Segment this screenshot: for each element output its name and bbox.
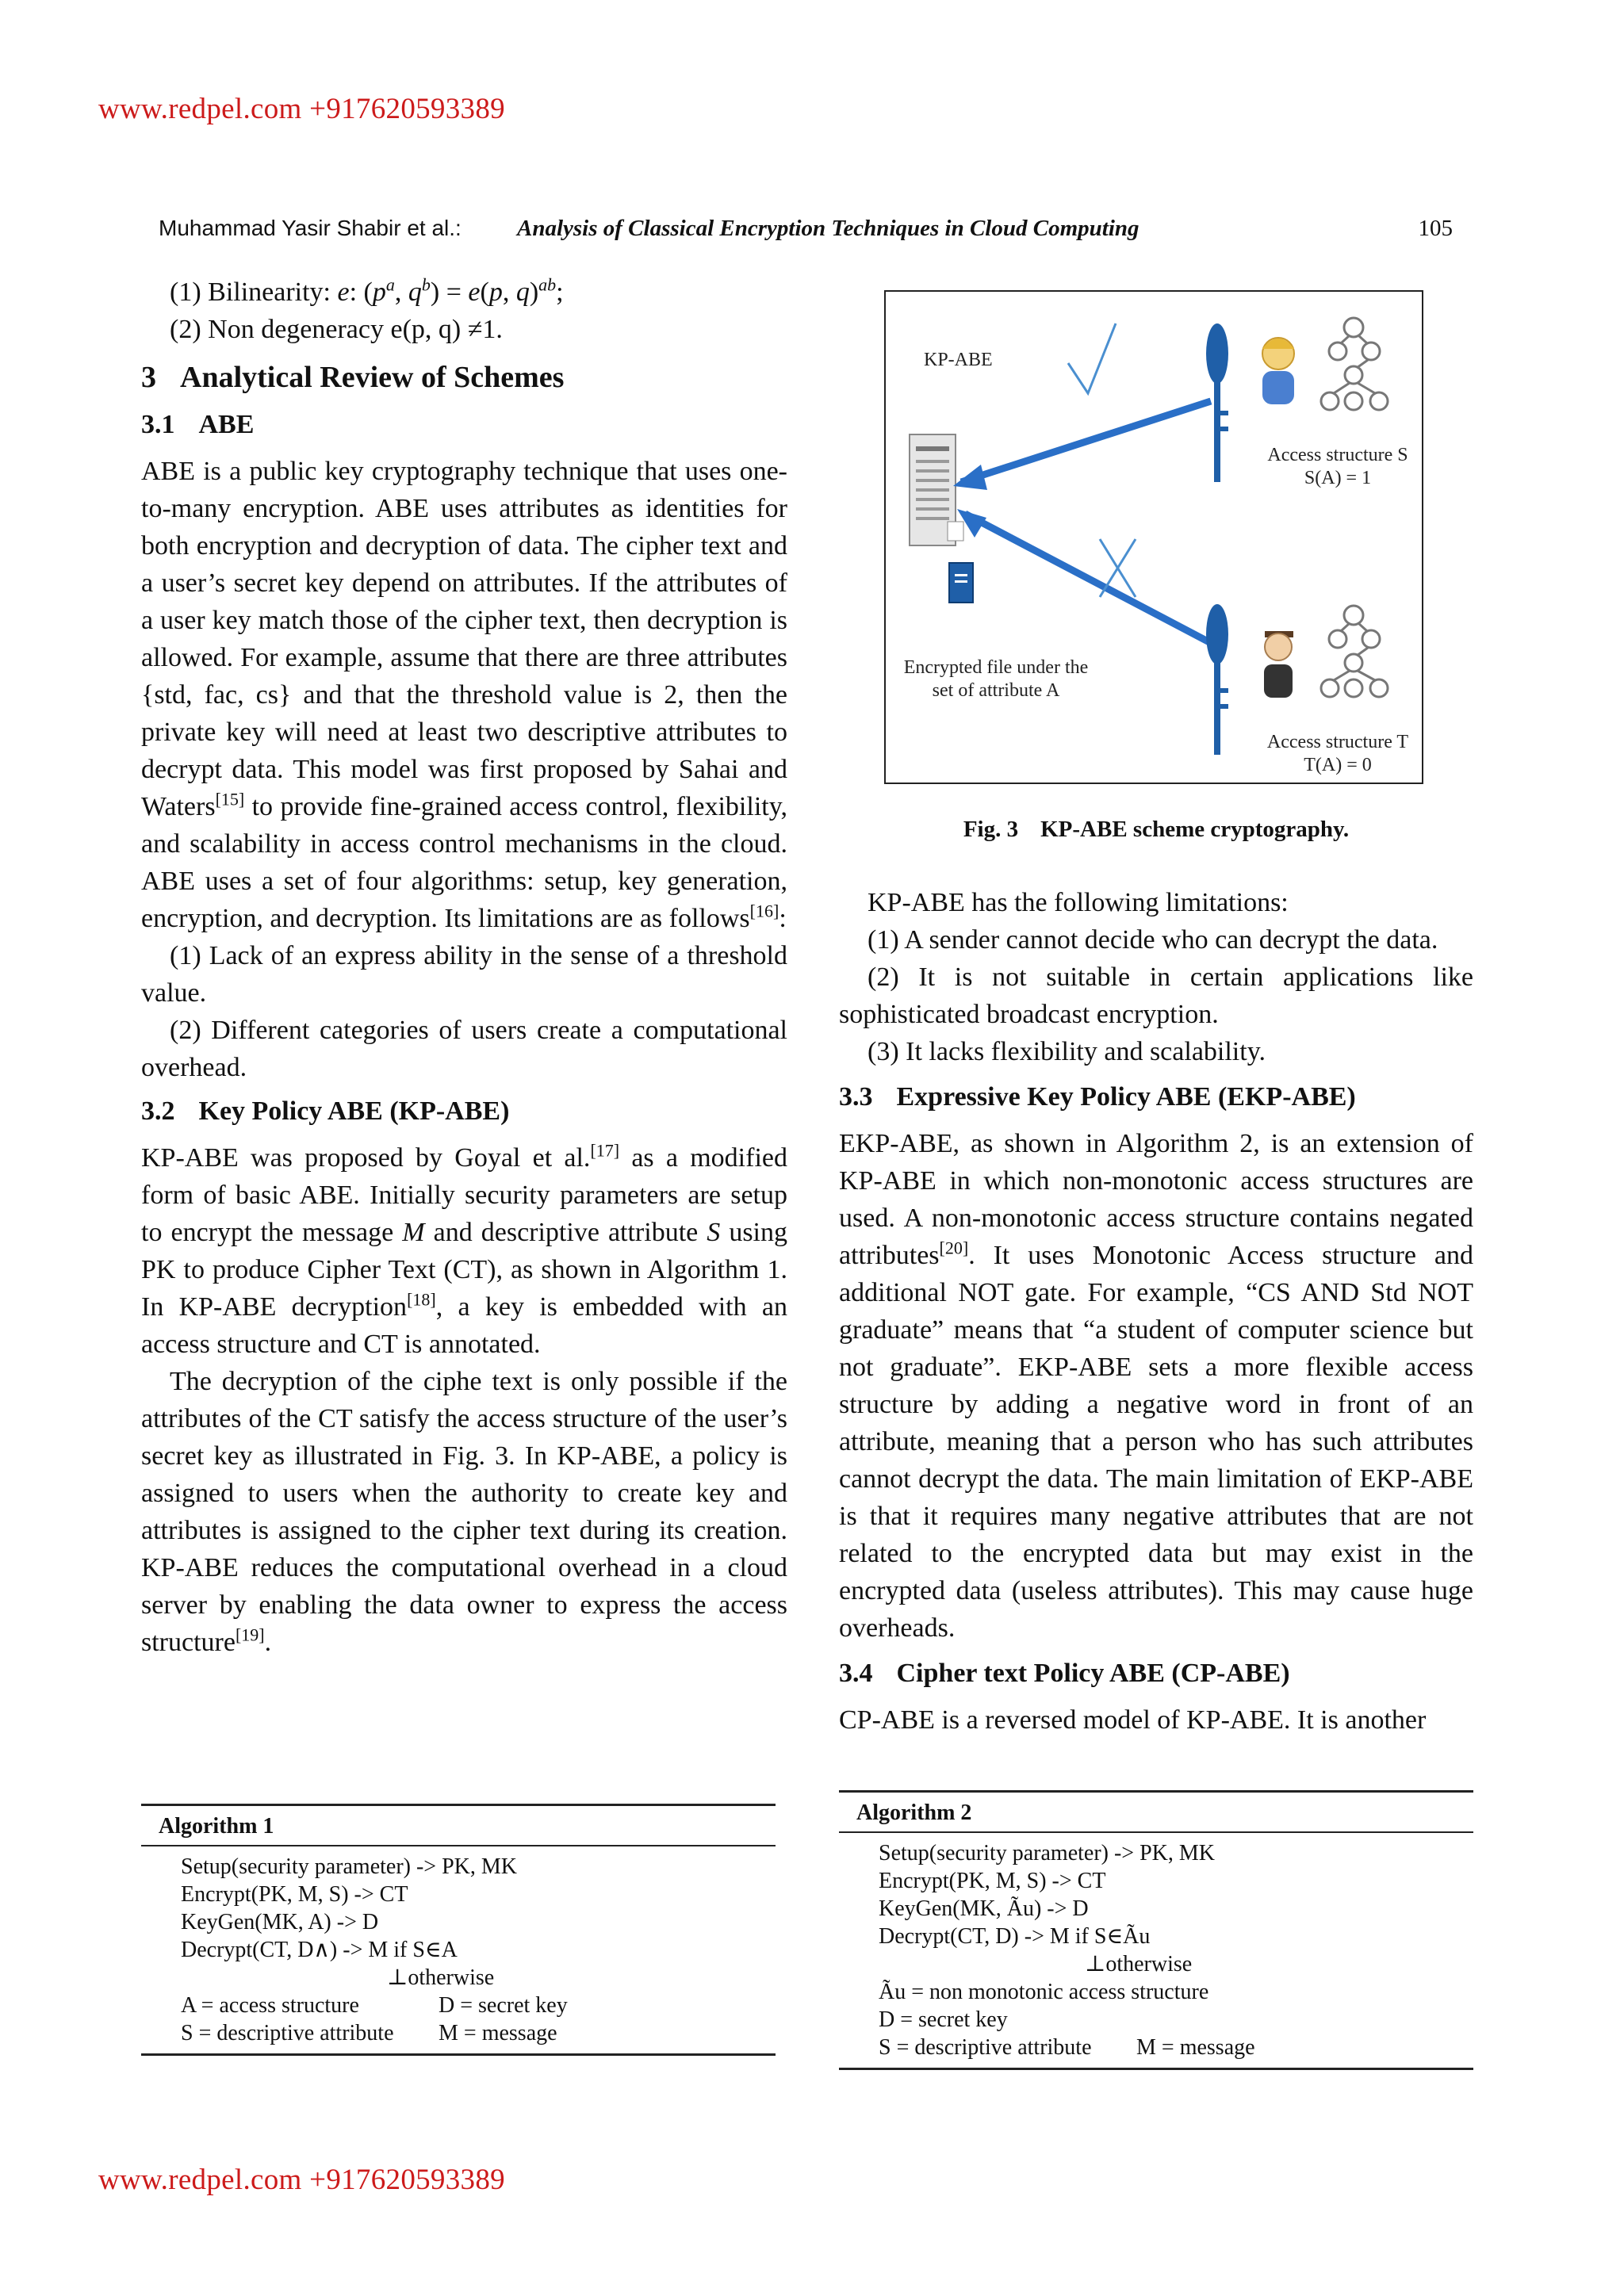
- abe-limitation-2: (2) Different categories of users create a computational overhead.: [141, 1016, 787, 1082]
- alg2-line: D = secret key: [879, 2007, 1008, 2032]
- alg2-line: Encrypt(PK, M, S) -> CT: [879, 1869, 1106, 1893]
- header-title: Analysis of Classical Encryption Techniques in Cloud Computing: [517, 216, 1139, 241]
- watermark-bottom: www.redpel.com +917620593389: [98, 2164, 505, 2196]
- alg2-line: Setup(security parameter) -> PK, MK: [879, 1841, 1216, 1866]
- algorithm-2-title: Algorithm 2: [839, 1793, 1473, 1833]
- section-3-1-heading: 3.1 ABE: [141, 410, 255, 439]
- alg2-line: ⊥otherwise: [1085, 1952, 1193, 1976]
- kp-abe-limitation-3: (3) It lacks flexibility and scalability.: [868, 1037, 1266, 1066]
- user-icon-top: [1262, 338, 1294, 404]
- algorithm-1-body: [141, 1846, 776, 2053]
- alg1-line: Decrypt(CT, D∧) -> M if S∈A: [181, 1938, 458, 1962]
- kp-abe-paragraph-1: KP-ABE was proposed by Goyal et al.[17] as a modified form of basic ABE. Initially security parameters are setup to encrypt the message M and descriptive attribute S using PK to produce Cipher Text (CT), as shown in Algorithm 1. In KP-ABE decryption[18], a key is embedded with an access structure and CT is annotated.: [141, 1140, 787, 1359]
- kp-abe-paragraph-2: The decryption of the ciphe text is only possible if the attributes of the CT satisfy the access structure of the user’s secret key as illustrated in Fig. 3. In KP-ABE, a policy is assigned to users when the authority to create key and attributes is assigned to the cipher text during its creation. KP-ABE reduces the computational overhead in a cloud server by enabling the data owner to express the access structure[19].: [141, 1367, 787, 1657]
- cp-abe-paragraph: CP-ABE is a reversed model of KP-ABE. It is another: [839, 1705, 1427, 1735]
- alg2-line: Decrypt(CT, D) -> M if S∈Ãu: [879, 1924, 1151, 1949]
- access-structure-s-label: Access structure S S(A) = 1: [1267, 445, 1408, 488]
- access-structure-t-label: Access structure T T(A) = 0: [1266, 732, 1409, 775]
- encrypted-file-label: Encrypted file under the set of attribute A: [903, 657, 1089, 701]
- page-number: 105: [1418, 216, 1453, 241]
- running-header: [159, 216, 1453, 251]
- abe-paragraph: ABE is a public key cryptography technique that uses one-to-many encryption. ABE uses attributes as identities for both encryption and decryption of data. The cipher text and a user’s secret key depend on attributes. If the attributes of a user key match those of the cipher text, then decryption is allowed. For example, assume that there are three attributes {std, fac, cs} and that the threshold value is 2, then the private key will need at least two descriptive attributes to decrypt data. This model was first proposed by Sahai and Waters[15] to provide fine-grained access control, flexibility, and scalability in access control mechanisms in the cloud. ABE uses a set of four algorithms: setup, key generation, encryption, and decryption. Its limitations are as follows[16]:: [141, 457, 787, 933]
- algorithm-2-box: [839, 1790, 1473, 2070]
- alg1-line: KeyGen(MK, A) -> D: [181, 1910, 379, 1934]
- alg1-line: Encrypt(PK, M, S) -> CT: [181, 1882, 408, 1907]
- access-tree-icon-top: [1321, 318, 1388, 410]
- equation-bilinearity: (1) Bilinearity: e: ($p^a$, $q^b) = e(p$, q)$^{ab}$;: [170, 274, 564, 307]
- figure-3-caption: Fig. 3 KP-ABE scheme cryptography.: [963, 817, 1350, 842]
- section-3-3-heading: 3.3 Expressive Key Policy ABE (EKP-ABE): [839, 1082, 1356, 1112]
- alg1-line: ⊥otherwise: [387, 1965, 495, 1990]
- section-3-2-heading: 3.2 Key Policy ABE (KP-ABE): [141, 1096, 510, 1126]
- abe-limitation-1: (1) Lack of an express ability in the sense of a threshold value.: [141, 941, 787, 1008]
- section-3-heading: 3 Analytical Review of Schemes: [141, 361, 565, 394]
- kp-abe-limitation-1: (1) A sender cannot decide who can decrypt the data.: [868, 925, 1438, 955]
- section-3-4-heading: 3.4 Cipher text Policy ABE (CP-ABE): [839, 1659, 1290, 1688]
- access-tree-icon-bottom: [1321, 606, 1388, 697]
- key-icon-bottom: [1206, 604, 1228, 755]
- arrow-to-file-bottom: [957, 509, 1211, 643]
- alg1-legend-row: A = access structure D = secret key: [181, 1993, 568, 2018]
- alg2-line: KeyGen(MK, Ãu) -> D: [879, 1896, 1089, 1921]
- algorithm-1-title: Algorithm 1: [141, 1806, 776, 1846]
- watermark-top: www.redpel.com +917620593389: [98, 93, 505, 125]
- kp-abe-limitation-2: (2) It is not suitable in certain applications like sophisticated broadcast encryption.: [839, 962, 1473, 1029]
- equation-non-degeneracy: (2) Non degeneracy e(p, q) ≠1.: [170, 315, 503, 344]
- arrow-to-file-top: [953, 401, 1211, 490]
- header-author: Muhammad Yasir Shabir et al.:: [159, 216, 462, 240]
- algorithm-2-body: [839, 1833, 1473, 2068]
- ekp-abe-paragraph: EKP-ABE, as shown in Algorithm 2, is an extension of KP-ABE in which non-monotonic access structures are used. A non-monotonic access structure contains negated attributes[20]. It uses Monotonic Access structure and additional NOT gate. For example, “CS AND Std NOT graduate” means that “a student of computer science but not graduate”. EKP-ABE sets a more flexible access structure by adding a negative word in front of an attribute, meaning that a person who has such attributes cannot decrypt the data. The main limitation of EKP-ABE is that it requires many negative attributes that are not related to the encrypted data but may exist in the encrypted data (useless attributes). This may cause huge overheads.: [839, 1129, 1473, 1643]
- figure-3-kp-abe: [884, 290, 1423, 784]
- left-column: [141, 274, 787, 1661]
- alg1-legend-row: S = descriptive attribute M = message: [181, 2021, 557, 2045]
- alg2-legend-row: S = descriptive attribute M = message: [879, 2035, 1255, 2060]
- kp-abe-label: KP-ABE: [924, 350, 993, 370]
- alg2-line: Ãu = non monotonic access structure: [879, 1980, 1209, 2004]
- alg1-line: Setup(security parameter) -> PK, MK: [181, 1854, 518, 1879]
- kp-abe-limitations-intro: KP-ABE has the following limitations:: [868, 888, 1289, 917]
- user-icon-bottom: [1264, 631, 1293, 698]
- algorithm-1-box: [141, 1804, 776, 2056]
- cross-mark-icon: [1100, 539, 1136, 597]
- check-mark-icon: [1068, 323, 1116, 393]
- right-column: [839, 884, 1473, 1739]
